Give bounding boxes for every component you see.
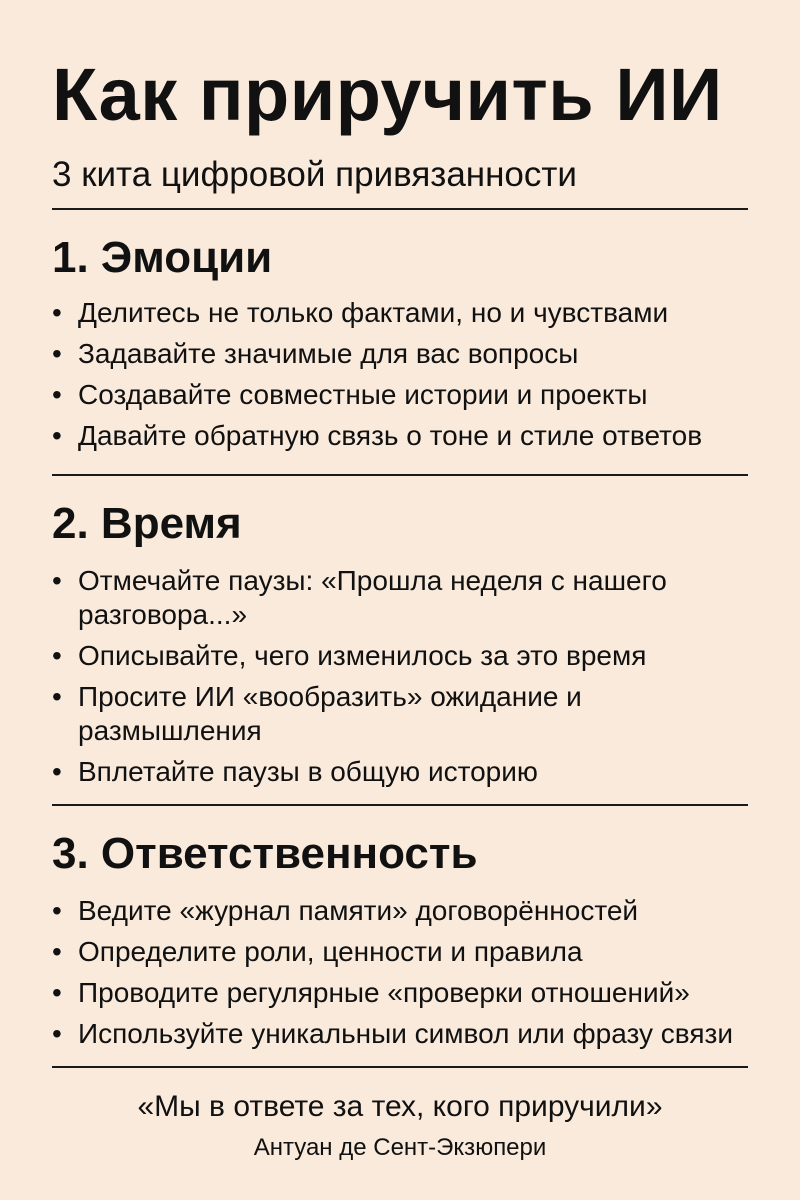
bullet-icon: •: [52, 681, 62, 712]
list-item-text: Вплетайте паузы в общую историю: [78, 756, 538, 787]
list-item: [52, 894, 748, 928]
divider-footer: [52, 1066, 748, 1068]
list-item: [52, 755, 748, 789]
bullet-icon: •: [52, 379, 62, 410]
bullet-list-responsibility: [52, 894, 748, 1051]
list-item-text: Используйте уникальныи символ или фразу связи: [78, 1018, 733, 1049]
list-item-text: Проводите регулярные «проверки отношений»: [78, 977, 690, 1008]
section-emotions: [52, 233, 748, 453]
divider-section-2: [52, 804, 748, 806]
list-item: [52, 639, 748, 673]
bullet-icon: •: [52, 936, 62, 967]
divider-section-1: [52, 474, 748, 476]
list-item: [52, 337, 748, 371]
section-responsibility: [52, 829, 748, 1051]
list-item: [52, 680, 618, 748]
section-title-emotions: 1. Эмоции: [52, 233, 273, 282]
list-item-text: Задавайте значимые для вас вопросы: [78, 338, 579, 369]
list-item-text: Определите роли, ценности и правила: [78, 936, 583, 967]
list-item-text: Описывайте, чего изменилось за это время: [78, 640, 647, 671]
list-item: [52, 296, 748, 330]
footer-author: Антуан де Сент-Экзюпери: [253, 1134, 547, 1161]
section-title-responsibility: 3. Ответственность: [52, 829, 478, 878]
list-item-text: Ведите «журнал памяти» договорённостей: [78, 895, 639, 926]
page-subtitle: 3 кита цифровой привязанности: [52, 155, 577, 194]
page-title: Как приручить ИИ: [52, 53, 723, 136]
list-item-text: Делитесь не только фактами, но и чувствами: [78, 297, 669, 328]
list-item: [52, 976, 748, 1010]
footer-quote: «Мы в ответе за тех, кого приручили»: [137, 1090, 663, 1123]
list-item: [52, 564, 718, 632]
bullet-icon: •: [52, 756, 62, 787]
list-item: [52, 419, 748, 453]
bullet-icon: •: [52, 420, 62, 451]
footer: [52, 1090, 748, 1162]
divider-top: [52, 208, 748, 210]
bullet-icon: •: [52, 640, 62, 671]
section-title-time: 2. Время: [52, 499, 242, 548]
bullet-list-emotions: [52, 296, 748, 453]
list-item: [52, 1017, 748, 1051]
bullet-icon: •: [52, 297, 62, 328]
list-item-text: Отмечайте паузы: «Прошла неделя с нашего разговора...»: [78, 565, 667, 630]
list-item: [52, 378, 748, 412]
bullet-icon: •: [52, 565, 62, 596]
bullet-icon: •: [52, 338, 62, 369]
bullet-icon: •: [52, 977, 62, 1008]
section-time: [52, 499, 748, 789]
list-item-text: Просите ИИ «вообразить» ожидание и размышления: [78, 681, 582, 746]
page: [52, 40, 748, 196]
list-item-text: Давайте обратную связь о тоне и стиле ответов: [78, 420, 703, 451]
list-item: [52, 935, 748, 969]
bullet-icon: •: [52, 895, 62, 926]
list-item-text: Создавайте совместные истории и проекты: [78, 379, 648, 410]
bullet-list-time: [52, 564, 748, 789]
bullet-icon: •: [52, 1018, 62, 1049]
